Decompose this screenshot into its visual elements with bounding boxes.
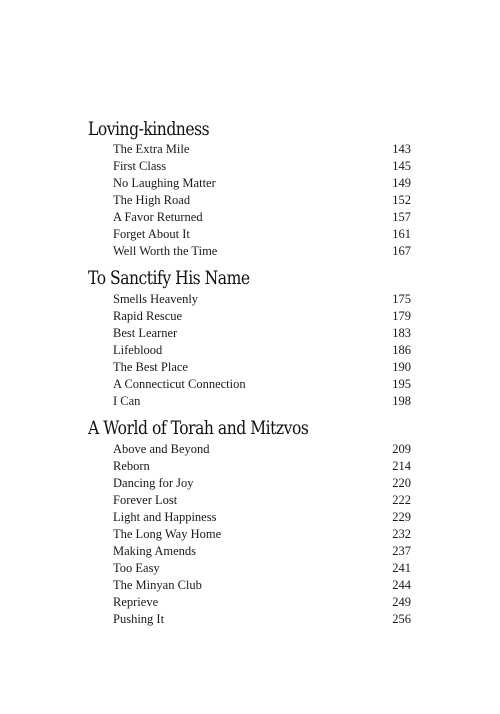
toc-entry xyxy=(113,475,411,492)
section-title-a-world-of-torah-and-mitzvos: A World of Torah and Mitzvos xyxy=(88,417,309,439)
entry-title: Rapid Rescue xyxy=(113,309,183,323)
entry-title: Too Easy xyxy=(113,561,160,575)
entry-title: Forever Lost xyxy=(113,493,178,507)
entry-page-number: 195 xyxy=(392,377,411,391)
section-title-to-sanctify-his-name: To Sanctify His Name xyxy=(88,267,250,289)
toc-entry xyxy=(113,509,411,526)
toc-entry xyxy=(113,359,411,376)
entry-page-number: 256 xyxy=(392,612,411,626)
toc-entry xyxy=(113,611,411,628)
toc-entry xyxy=(113,158,411,175)
entry-title: No Laughing Matter xyxy=(113,176,216,190)
toc-entry xyxy=(113,291,411,308)
entry-title: I Can xyxy=(113,394,141,408)
toc-entry xyxy=(113,308,411,325)
toc-entry xyxy=(113,577,411,594)
toc-entry xyxy=(113,526,411,543)
entry-title: Reprieve xyxy=(113,595,159,609)
toc-entry xyxy=(113,560,411,577)
toc-entry xyxy=(113,458,411,475)
toc-entry xyxy=(113,492,411,509)
entry-page-number: 152 xyxy=(392,193,411,207)
entry-title: Light and Happiness xyxy=(113,510,217,524)
entry-page-number: 143 xyxy=(392,142,411,156)
entry-title: First Class xyxy=(113,159,167,173)
toc-entry xyxy=(113,141,411,158)
entry-title: Making Amends xyxy=(113,544,196,558)
toc-entry xyxy=(113,376,411,393)
toc-entry xyxy=(113,393,411,410)
entry-page-number: 229 xyxy=(392,510,411,524)
entry-title: The Minyan Club xyxy=(113,578,202,592)
toc-entry xyxy=(113,543,411,560)
entry-page-number: 145 xyxy=(392,159,411,173)
entry-page-number: 183 xyxy=(392,326,411,340)
entry-title: The Extra Mile xyxy=(113,142,190,156)
entry-page-number: 241 xyxy=(392,561,411,575)
entry-page-number: 179 xyxy=(392,309,411,323)
toc-entry xyxy=(113,243,411,260)
entry-title: The Long Way Home xyxy=(113,527,222,541)
entry-title: Forget About It xyxy=(113,227,190,241)
entry-page-number: 244 xyxy=(392,578,411,592)
toc-entry xyxy=(113,209,411,226)
entry-page-number: 232 xyxy=(392,527,411,541)
toc-entry xyxy=(113,226,411,243)
toc-entry xyxy=(113,175,411,192)
entry-page-number: 237 xyxy=(392,544,411,558)
entry-title: Pushing It xyxy=(113,612,165,626)
entry-page-number: 249 xyxy=(392,595,411,609)
entry-title: Well Worth the Time xyxy=(113,244,218,258)
entry-title: Smells Heavenly xyxy=(113,292,199,306)
entry-page-number: 198 xyxy=(392,394,411,408)
entry-title: A Connecticut Connection xyxy=(113,377,246,391)
section-title-loving-kindness: Loving-kindness xyxy=(88,118,210,140)
entry-title: Lifeblood xyxy=(113,343,163,357)
entry-page-number: 186 xyxy=(392,343,411,357)
toc-entry xyxy=(113,192,411,209)
entry-page-number: 220 xyxy=(392,476,411,490)
toc-entry xyxy=(113,441,411,458)
entry-page-number: 175 xyxy=(392,292,411,306)
entry-title: Dancing for Joy xyxy=(113,476,194,490)
entry-title: The High Road xyxy=(113,193,191,207)
toc-entry xyxy=(113,342,411,359)
entry-title: The Best Place xyxy=(113,360,188,374)
entry-page-number: 214 xyxy=(392,459,411,473)
entry-page-number: 167 xyxy=(392,244,411,258)
toc-entry xyxy=(113,594,411,611)
entry-page-number: 161 xyxy=(392,227,411,241)
entry-page-number: 157 xyxy=(392,210,411,224)
entry-page-number: 149 xyxy=(392,176,411,190)
entry-title: Reborn xyxy=(113,459,150,473)
entry-page-number: 222 xyxy=(392,493,411,507)
entry-page-number: 209 xyxy=(392,442,411,456)
entry-title: Best Learner xyxy=(113,326,178,340)
entry-page-number: 190 xyxy=(392,360,411,374)
entry-title: Above and Beyond xyxy=(113,442,210,456)
entry-title: A Favor Returned xyxy=(113,210,203,224)
toc-entry xyxy=(113,325,411,342)
